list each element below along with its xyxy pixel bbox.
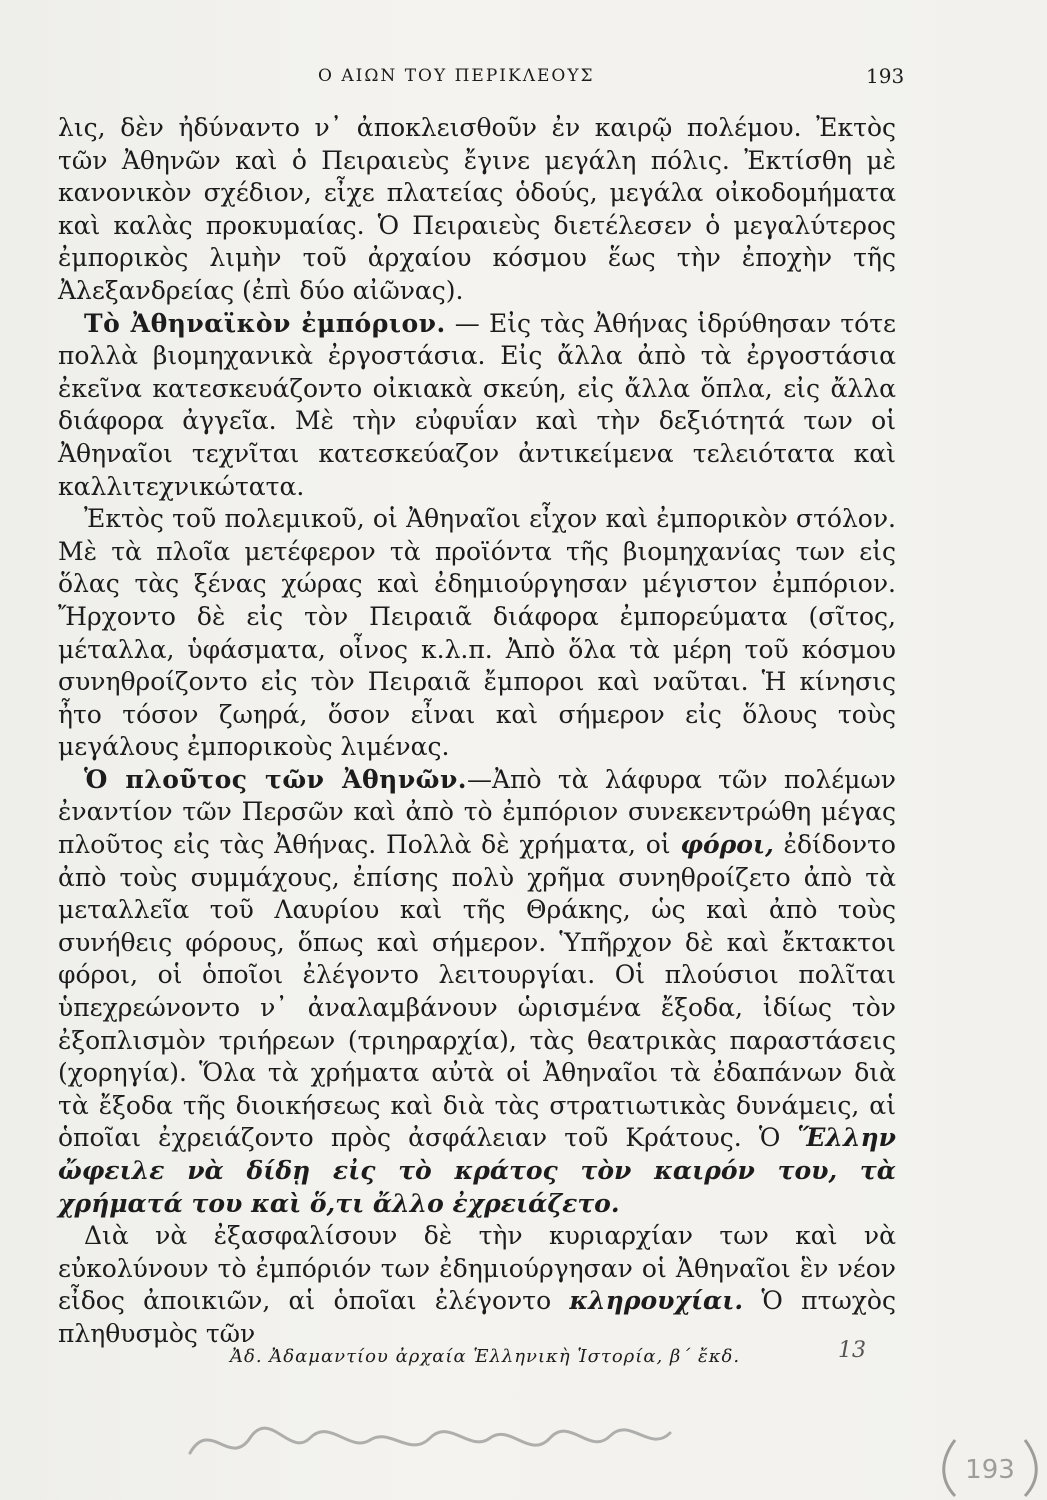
section-heading-wealth: Ὁ πλοῦτος τῶν Ἀθηνῶν. — [84, 764, 468, 794]
handwritten-signature — [180, 1408, 680, 1478]
paragraph-text: — Εἰς τὰς Ἀθήνας ἱδρύθησαν τότε πολλὰ βιομηχανικὰ ἐργοστάσια. Εἰς ἄλλα ἀπὸ τὰ ἐργοστάσια ἐκεῖνα κατεσκευάζοντο οἰκιακὰ σκεύη, εἰς ἄλλα ὅπλα, εἰς ἄλλα διάφορα ἀγγεῖα. Μὲ τὴν εὐφυΐαν καὶ τὴν δεξιότητά των οἱ Ἀθηναῖοι τεχνῖται κατεσκεύαζον ἀντικείμενα τελειότατα καὶ καλλιτεχνικώτατα. — [58, 308, 896, 501]
footnote-citation: Ἀδ. Ἀδαμαντίου ἀρχαία Ἑλληνικὴ Ἱστορία, β΄ ἔκδ. — [230, 1346, 741, 1367]
paragraph-merchant-fleet — [58, 503, 896, 764]
paragraph-cleruchies — [58, 1220, 896, 1350]
paragraph-athenian-trade — [58, 308, 896, 504]
paragraph-text: Ὁ πτωχὸς πληθυσμὸς τῶν — [58, 1286, 896, 1348]
emphasis-taxes: φόροι, — [680, 830, 774, 860]
paragraph-wealth — [58, 764, 896, 1220]
paragraph-text: λις, δὲν ἠδύναντο ν᾿ ἀποκλεισθοῦν ἐν καιρῷ πολέμου. Ἐκτὸς τῶν Ἀθηνῶν καὶ ὁ Πειραιεὺς ἔγινε μεγάλη πόλις. Ἐκτίσθη μὲ κανονικὸν σχέδιον, εἶχε πλατείας ὁδούς, μεγάλα οἰκοδομήματα καὶ καλὰς προκυμαίας. Ὁ Πειραιεὺς διετέλεσεν ὁ μεγαλύτερος ἐμπορικὸς λιμὴν τοῦ ἀρχαίου κόσμου ἕως τὴν ἐποχὴν τῆς Ἀλεξανδρείας (ἐπὶ δύο αἰῶνας). — [58, 113, 896, 305]
paragraph-text: —Ἀπὸ τὰ λάφυρα τῶν πολέμων ἐναντίον τῶν Περσῶν καὶ ἀπὸ τὸ ἐμπόριον συνεκεντρώθη μέγας πλοῦτος εἰς τὰς Ἀθήνας. Πολλὰ δὲ χρήματα, οἱ — [58, 764, 896, 860]
emphasis-citizen-duty: Ἕλλην ὤφειλε νὰ δίδῃ εἰς τὸ κράτος τὸν καιρόν του, τὰ χρήματά του καὶ ὅ,τι ἄλλο ἐχρειάζετο. — [58, 1123, 896, 1218]
paragraph-text: ἐδίδοντο ἀπὸ τοὺς συμμάχους, ἐπίσης πολὺ χρῆμα συνηθροίζετο ἀπὸ τὰ μεταλλεῖα τοῦ Λαυρίου καὶ τῆς Θράκης, ὡς καὶ ἀπὸ τοὺς συνήθεις φόρους, ὅπως καὶ σήμερον. Ὑπῆρχον δὲ καὶ ἔκτακτοι φόροι, οἱ ὁποῖοι ἐλέγοντο λειτουργίαι. Οἱ πλούσιοι πολῖται ὑπεχρεώνοντο ν᾿ ἀναλαμβάνουν ὡρισμένα ἔξοδα, ἰδίως τὸν ἐξοπλισμὸν τριήρεων (τριηραρχία), τὰς θεατρικὰς παραστάσεις (χορηγία). Ὅλα τὰ χρήματα αὐτὰ οἱ Ἀθηναῖοι τὰ ἐδαπάνων διὰ τὰ ἔξοδα τῆς διοικήσεως καὶ διὰ τὰς στρατιωτικὰς δυνάμεις, αἱ ὁποῖαι ἐχρειάζοντο πρὸς ἀσφάλειαν τοῦ Κράτους. Ὁ — [58, 830, 896, 1153]
running-head: Ο ΑΙΩΝ ΤΟΥ ΠΕΡΙΚΛΕΟΥΣ — [318, 66, 595, 86]
library-stamp — [935, 1430, 1045, 1500]
svg-text:193: 193 — [965, 1455, 1015, 1485]
handwritten-sheet-number: 13 — [838, 1338, 866, 1363]
paragraph-piraeus — [58, 112, 896, 308]
body-text — [58, 112, 896, 1351]
paragraph-text: Ἐκτὸς τοῦ πολεμικοῦ, οἱ Ἀθηναῖοι εἶχον καὶ ἐμπορικὸν στόλον. Μὲ τὰ πλοῖα μετέφερον τὰ προϊόντα τῆς βιομηχανίας των εἰς ὅλας τὰς ξένας χώρας καὶ ἐδημιούργησαν μέγιστον ἐμπόριον. Ἤρχοντο δὲ εἰς τὸν Πειραιᾶ διάφορα ἐμπορεύματα (σῖτος, μέταλλα, ὑφάσματα, οἶνος κ.λ.π. Ἀπὸ ὅλα τὰ μέρη τοῦ κόσμου συνηθροίζοντο εἰς τὸν Πειραιᾶ ἔμποροι καὶ ναῦται. Ἡ κίνησις ἦτο τόσον ζωηρά, ὅσον εἶναι καὶ σήμερον εἰς ὅλους τοὺς μεγάλους ἐμπορικοὺς λιμένας. — [58, 504, 896, 762]
emphasis-cleruchies: κληρουχίαι. — [569, 1286, 744, 1316]
page-number: 193 — [866, 64, 905, 88]
section-heading-trade: Τὸ Ἀθηναϊκὸν ἐμπόριον. — [84, 308, 446, 338]
paragraph-text: Διὰ νὰ ἐξασφαλίσουν δὲ τὴν κυριαρχίαν των καὶ νὰ εὐκολύνουν τὸ ἐμπόριόν των ἐδημιούργησαν οἱ Ἀθηναῖοι ἓν νέον εἶδος ἀποικιῶν, αἱ ὁποῖαι ἐλέγοντο — [58, 1221, 896, 1316]
